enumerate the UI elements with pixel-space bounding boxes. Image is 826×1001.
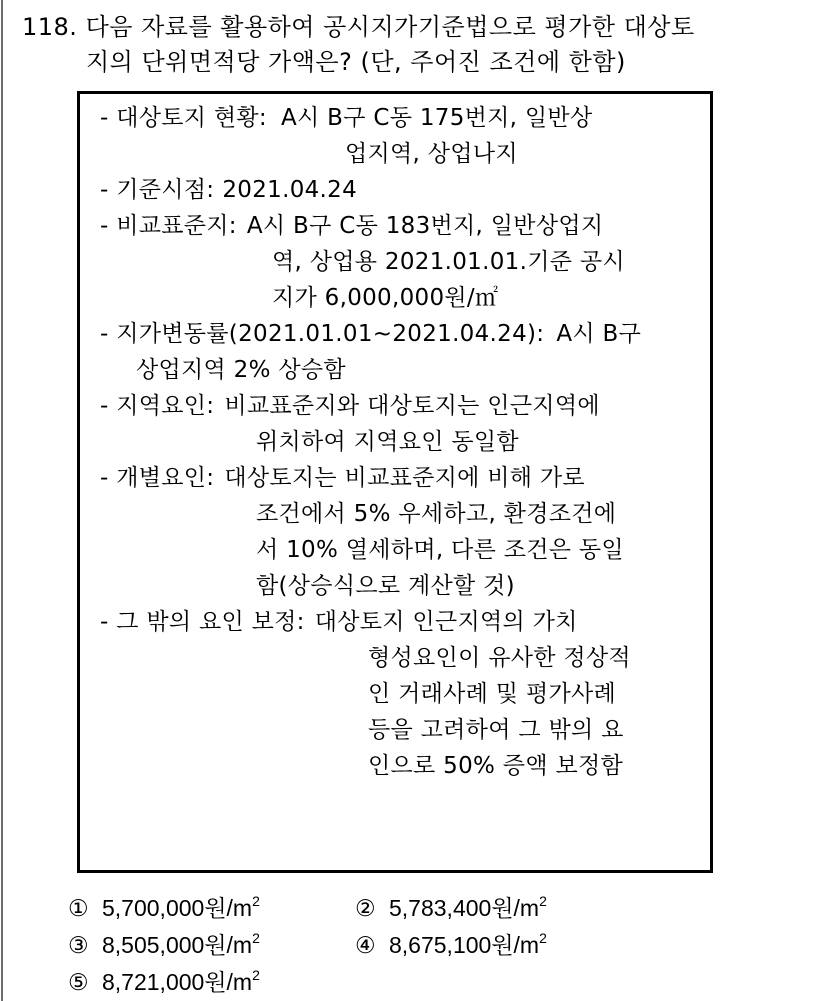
item-label: - 대상토지 현황: [100,105,267,131]
item-text: 업지역, 상업나지 [345,141,518,167]
item-text: 인 거래사례 및 평가사례 [368,681,617,707]
item-text: 2021.04.24 [222,177,358,203]
item-text: 위치하여 지역요인 동일함 [256,429,519,455]
item-text: A시 B구 [556,321,642,347]
item-text: A시 B구 C동 183번지, 일반상업지 [246,213,604,239]
item-text: 상업지역 2% 상승함 [136,357,346,383]
data-item-subject-land [100,100,692,172]
choice-value: 5,700,000원/m [102,895,253,921]
item-text: A시 B구 C동 175번지, 일반상 [280,105,593,131]
choice-value: 5,783,400원/m [389,895,540,921]
item-label: - 개별요인: [100,465,215,491]
choice-value: 8,675,100원/m [389,932,540,958]
item-text: 형성요인이 유사한 정상적 [368,645,631,671]
choice-marker: ⑤ [68,969,89,995]
data-item-other-factor-adjustment [100,604,692,784]
item-text: 비교표준지와 대상토지는 인근지역에 [224,393,600,419]
item-text: 함(상승식으로 계산할 것) [256,573,515,599]
choice-exponent: 2 [539,893,547,909]
choice-5[interactable] [68,957,260,1000]
item-text: 인으로 50% 증액 보정함 [368,753,623,779]
choice-exponent: 2 [252,893,260,909]
question-number: 118. [22,13,78,41]
given-data-box [77,91,713,873]
item-label: - 그 밖의 요인 보정: [100,609,305,635]
data-item-comparable-standard-land [100,208,692,316]
question-text-line2: 지의 단위면적당 가액은? (단, 주어진 조건에 한함) [86,48,626,76]
item-label: - 지역요인: [100,393,215,419]
choice-exponent: 2 [252,967,260,983]
choice-value: 8,721,000원/m [102,969,253,995]
choice-exponent: 2 [252,930,260,946]
choice-exponent: 2 [539,930,547,946]
data-item-regional-factor [100,388,692,460]
item-text: 지가 6,000,000원/㎡ [272,285,499,311]
data-item-land-price-change-rate [100,316,692,388]
choice-marker: ① [68,895,89,921]
choice-4[interactable] [355,920,547,963]
question-stem [22,10,782,80]
data-item-base-date [100,172,692,208]
choice-marker: ③ [68,932,89,958]
item-text: 등을 고려하여 그 밖의 요 [368,717,624,743]
item-text: 역, 상업용 2021.01.01.기준 공시 [272,249,625,275]
choice-marker: ② [355,895,376,921]
choice-value: 8,505,000원/m [102,932,253,958]
item-label: - 기준시점: [100,177,215,203]
item-label: - 비교표준지: [100,213,237,239]
page-margin-rule [1,0,3,1001]
data-item-individual-factor [100,460,692,604]
item-text: 조건에서 5% 우세하고, 환경조건에 [256,501,617,527]
item-text: 대상토지는 비교표준지에 비해 가로 [224,465,585,491]
item-text: 대상토지 인근지역의 가치 [314,609,578,635]
item-label: - 지가변동률(2021.01.01~2021.04.24): [100,321,545,347]
item-text: 서 10% 열세하며, 다른 조건은 동일 [256,537,624,563]
question-text-line1: 다음 자료를 활용하여 공시지가기준법으로 평가한 대상토 [85,13,695,41]
choice-marker: ④ [355,932,376,958]
